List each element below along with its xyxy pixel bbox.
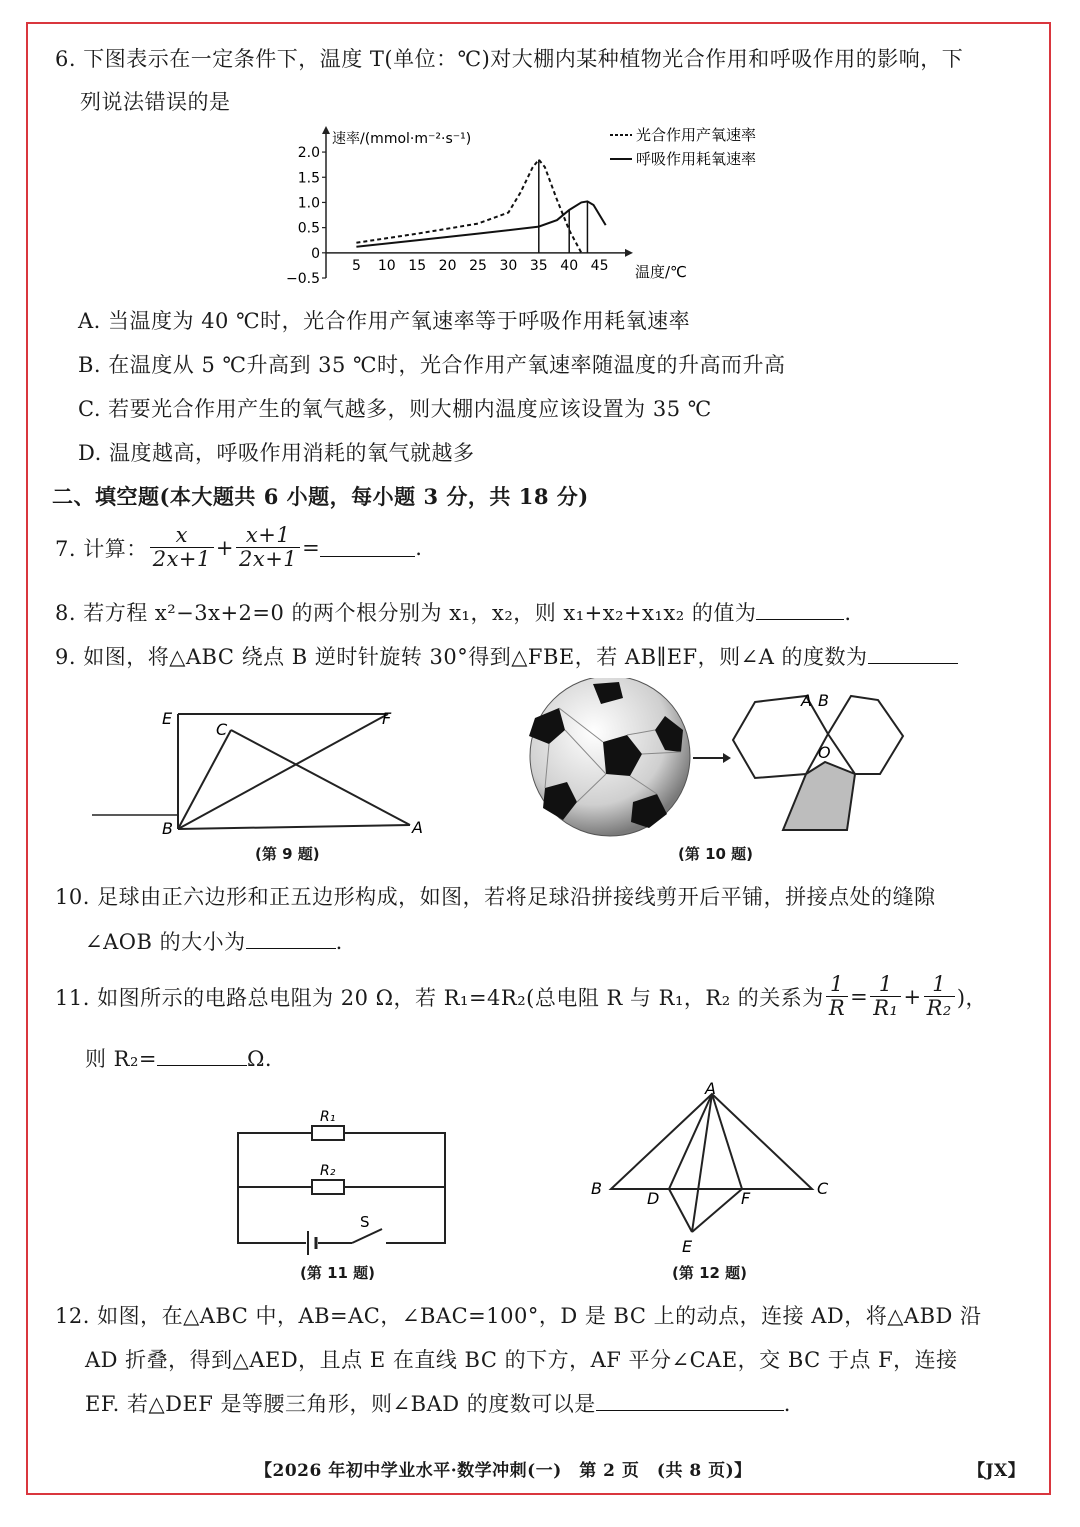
fig12-label-c: C — [817, 1179, 829, 1198]
chart-legend-label: 光合作用产氧速率 — [636, 126, 757, 144]
figure-10 — [515, 678, 915, 838]
fig10-arrow-head — [723, 753, 731, 763]
chart-y-arrow — [322, 126, 330, 134]
fig11-caption: (第 11 题) — [300, 1264, 376, 1282]
fig12-label-f: F — [741, 1189, 751, 1208]
q6-stem-line1: 6. 下图表示在一定条件下，温度 T(单位：℃)对大棚内某种植物光合作用和呼吸作用的影响，下 — [55, 47, 964, 71]
fig9-label-f: F — [382, 709, 392, 728]
q6-option-b: B. 在温度从 5 ℃升高到 35 ℃时，光合作用产氧速率随温度的升高而升高 — [78, 353, 786, 377]
q11-unit: Ω. — [247, 1047, 273, 1071]
q12-line1: 12. 如图，在△ABC 中，AB=AC，∠BAC=100°，D 是 BC 上的动点，连接 AD，将△ABD 沿 — [55, 1304, 982, 1328]
q6-stem-line2: 列说法错误的是 — [80, 90, 231, 114]
q10-line2 — [85, 926, 343, 956]
q9-answer-blank[interactable] — [868, 645, 958, 664]
q7-fraction-1 — [150, 524, 214, 571]
q11-close: )， — [956, 985, 988, 1010]
q11-answer-blank[interactable] — [157, 1047, 247, 1066]
q11-text: 11. 如图所示的电路总电阻为 20 Ω，若 R₁=4R₂(总电阻 R 与 R₁，R₂ 的关系为 — [55, 985, 824, 1010]
soccer-ball-image — [529, 678, 690, 836]
fig12-segment-de — [669, 1189, 692, 1232]
q12-text: EF. 若△DEF 是等腰三角形，则∠BAD 的度数可以是 — [85, 1392, 596, 1416]
q10-answer-blank[interactable] — [246, 930, 336, 949]
chart-x-tick-label: 30 — [499, 257, 518, 274]
q12-line3 — [85, 1388, 791, 1418]
q7-equals: = — [302, 535, 321, 560]
chart-x-tick-label: 45 — [590, 257, 609, 274]
q11-line2 — [85, 1043, 272, 1073]
fig12-label-e: E — [682, 1237, 693, 1256]
figure-12 — [585, 1082, 845, 1257]
fig12-caption: (第 12 题) — [672, 1264, 748, 1282]
fig10-label-b: B — [818, 691, 829, 710]
q12-answer-blank[interactable] — [596, 1392, 784, 1411]
q7-fraction-2 — [236, 524, 300, 571]
fig12-triangle-abc — [611, 1094, 812, 1189]
q9 — [55, 641, 958, 671]
q11-fr1-num: 1 — [878, 972, 893, 996]
chart-x-tick-label: 15 — [408, 257, 427, 274]
q11-fraction-r2 — [924, 973, 955, 1020]
q6-option-c: C. 若要光合作用产生的氧气越多，则大棚内温度应该设置为 35 ℃ — [78, 397, 712, 421]
chart-legend-label: 呼吸作用耗氧速率 — [636, 150, 757, 168]
chart-y-tick-label: 1.0 — [297, 195, 320, 212]
chart-x-tick-label: 25 — [469, 257, 487, 274]
fig10-hexagon-right — [828, 696, 903, 774]
q11-r2-label: 则 R₂= — [85, 1047, 158, 1071]
q10-end: . — [335, 930, 343, 954]
fig9-segment-ba — [178, 825, 410, 829]
q6-option-a: A. 当温度为 40 ℃时，光合作用产氧速率等于呼吸作用耗氧速率 — [78, 309, 691, 333]
chart-x-arrow — [625, 249, 633, 257]
q7-f2-den: 2x+1 — [236, 547, 300, 571]
chart-y-tick-label: 2.0 — [297, 145, 320, 162]
q7-end: . — [415, 535, 423, 560]
chart-ylabel: 速率/(mmol·m⁻²·s⁻¹) — [332, 131, 472, 147]
q12-end: . — [783, 1392, 791, 1416]
q11-fraction-r1 — [870, 973, 901, 1020]
q7-prefix: 7. 计算： — [55, 536, 148, 561]
q7-answer-blank[interactable] — [320, 538, 415, 557]
section-title-fill-in: 二、填空题(本大题共 6 小题，每小题 3 分，共 18 分) — [52, 484, 589, 509]
chart-y-tick-label: 0.5 — [297, 220, 320, 237]
fig10-label-a: A — [801, 691, 812, 710]
fig9-label-c: C — [216, 720, 228, 739]
fig10-caption: (第 10 题) — [678, 845, 754, 863]
q8-text: 8. 若方程 x²−3x+2=0 的两个根分别为 x₁，x₂，则 x₁+x₂+x₁x₂ 的值为 — [55, 601, 757, 625]
fig9-segment-ca — [231, 730, 410, 825]
chart-x-tick-label: 40 — [560, 257, 579, 274]
q11-fr2-den: R₂ — [924, 996, 955, 1020]
q12-line2: AD 折叠，得到△AED，且点 E 在直线 BC 的下方，AF 平分∠CAE，交 BC 于点 F，连接 — [85, 1348, 958, 1372]
resistor-r2 — [312, 1180, 344, 1194]
fig9-caption: (第 9 题) — [255, 845, 320, 863]
switch-gap — [352, 1237, 386, 1249]
q7-f2-num: x+1 — [245, 523, 291, 547]
fig9-label-a: A — [412, 818, 423, 837]
fig12-label-d: D — [647, 1189, 660, 1208]
footer-code: 【JX】 — [968, 1461, 1026, 1481]
label-r2: R₂ — [320, 1163, 336, 1179]
q11-plus: + — [903, 984, 922, 1009]
q11-fr2-num: 1 — [932, 972, 947, 996]
q9-text: 9. 如图，将△ABC 绕点 B 逆时针旋转 30°得到△FBE，若 AB∥EF，则∠A 的度数为 — [55, 645, 868, 669]
chart-x-tick-label: 10 — [377, 257, 396, 274]
chart-series-line — [356, 201, 605, 246]
fig10-label-o: O — [818, 743, 831, 762]
q11-line1 — [55, 973, 987, 1020]
label-s: S — [360, 1213, 370, 1231]
q7-f1-num: x — [175, 523, 188, 547]
q11-fraction-r — [826, 973, 848, 1020]
fig12-label-b: B — [591, 1179, 602, 1198]
fig12-label-a: A — [705, 1082, 716, 1098]
chart-y-tick-label: −0.5 — [286, 271, 320, 287]
q7-f1-den: 2x+1 — [150, 547, 214, 571]
q8-answer-blank[interactable] — [756, 601, 844, 620]
q11-fr1-den: R₁ — [870, 996, 901, 1020]
fig10-hexagon-left — [733, 696, 828, 778]
temperature-rate-chart — [280, 120, 800, 295]
q8-end: . — [844, 601, 852, 625]
q11-equals: = — [850, 984, 869, 1009]
q10-text: ∠AOB 的大小为 — [85, 930, 246, 954]
chart-x-tick-label: 5 — [351, 257, 361, 274]
chart-x-tick-label: 35 — [529, 257, 548, 274]
chart-y-tick-label: 1.5 — [297, 170, 320, 187]
figure-11-circuit — [230, 1105, 455, 1255]
resistor-r1 — [312, 1126, 344, 1140]
footer-page-info: 【2026 年初中学业水平·数学冲刺(一) 第 2 页 (共 8 页)】 — [255, 1461, 752, 1481]
q10-line1: 10. 足球由正六边形和正五边形构成，如图，若将足球沿拼接线剪开后平铺，拼接点处的缝隙 — [55, 885, 936, 909]
q11-fr-den: R — [826, 996, 848, 1020]
q7 — [55, 524, 422, 571]
chart-xlabel: 温度/℃ — [635, 263, 687, 281]
q6-option-d: D. 温度越高，呼吸作用消耗的氧气就越多 — [78, 441, 475, 465]
q7-plus: + — [215, 535, 234, 560]
fig9-label-b: B — [162, 819, 173, 838]
figure-9 — [88, 702, 438, 842]
chart-series-line — [356, 160, 581, 253]
chart-y-tick-label: 0 — [311, 245, 320, 262]
chart-x-tick-label: 20 — [438, 257, 457, 274]
q11-fr-num: 1 — [830, 972, 844, 996]
fig9-label-e: E — [162, 709, 173, 728]
fig12-segment-fe — [692, 1189, 742, 1232]
q8 — [55, 597, 852, 627]
label-r1: R₁ — [320, 1109, 336, 1125]
